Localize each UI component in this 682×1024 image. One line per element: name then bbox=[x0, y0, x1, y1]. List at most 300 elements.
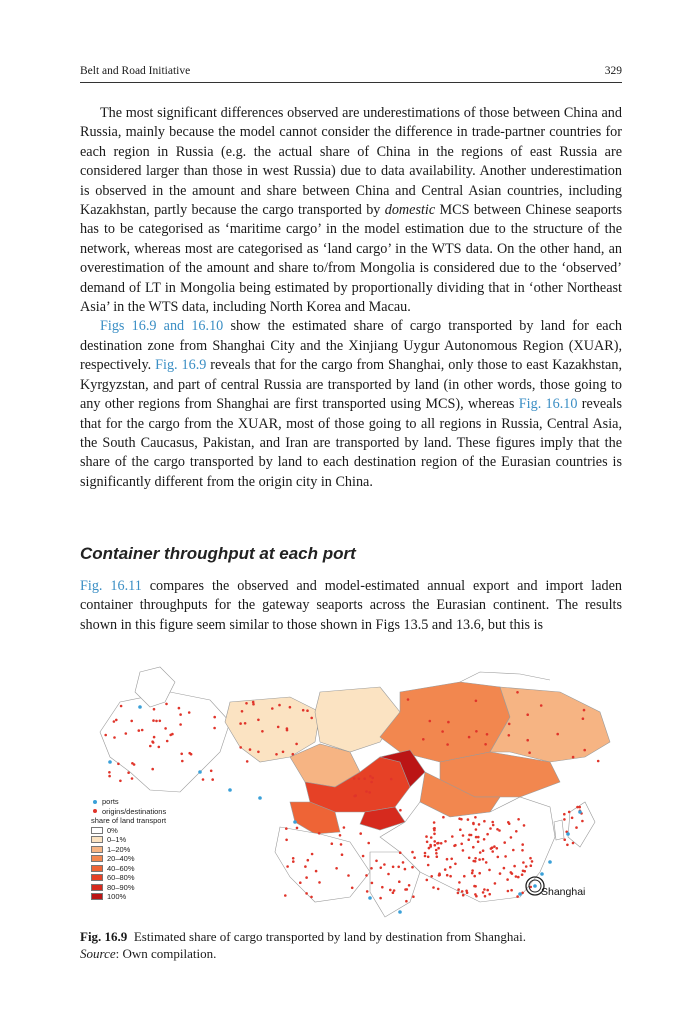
legend-ports-label: ports bbox=[102, 797, 119, 807]
origin-dot bbox=[488, 869, 491, 872]
figure-ref-link[interactable]: Figs 16.9 and 16.10 bbox=[100, 318, 224, 335]
origin-dot bbox=[307, 859, 310, 862]
origin-dot bbox=[282, 751, 285, 754]
origin-dot bbox=[366, 890, 369, 893]
origin-dot bbox=[405, 900, 408, 903]
origin-dot bbox=[433, 821, 436, 824]
figure-ref-link[interactable]: Fig. 16.10 bbox=[518, 396, 578, 413]
origin-dot bbox=[451, 835, 454, 838]
origin-dot bbox=[447, 721, 450, 724]
origin-dot bbox=[461, 890, 464, 893]
origin-dot bbox=[351, 887, 354, 890]
origin-dot bbox=[506, 878, 509, 881]
origin-dot bbox=[510, 836, 513, 839]
legend-class-row bbox=[91, 826, 166, 836]
origin-dot bbox=[510, 889, 513, 892]
legend-class-row bbox=[91, 873, 166, 883]
origin-dot bbox=[210, 770, 213, 773]
origin-dot bbox=[493, 845, 496, 848]
origin-dot bbox=[472, 846, 475, 849]
origin-dot bbox=[483, 820, 486, 823]
origin-dot bbox=[489, 827, 492, 830]
origin-dot bbox=[343, 826, 346, 829]
origin-dot bbox=[571, 817, 574, 820]
origin-dot bbox=[496, 847, 499, 850]
origin-dot bbox=[292, 860, 295, 863]
origin-dot bbox=[151, 740, 154, 743]
origin-dot bbox=[494, 882, 497, 885]
origin-dot bbox=[424, 855, 427, 858]
legend-class-row bbox=[91, 864, 166, 874]
origin-dot bbox=[525, 865, 528, 868]
origin-dot bbox=[286, 865, 289, 868]
origin-dot bbox=[407, 698, 410, 701]
region-korea bbox=[554, 820, 564, 840]
origin-dot bbox=[508, 734, 511, 737]
origin-dot bbox=[275, 753, 278, 756]
running-head bbox=[80, 64, 622, 83]
origin-dot bbox=[239, 722, 242, 725]
legend-class-label: 60–80% bbox=[107, 873, 135, 883]
origin-dot bbox=[358, 777, 361, 780]
origin-dot bbox=[383, 863, 386, 866]
origin-dot bbox=[475, 836, 478, 839]
origin-dot bbox=[499, 872, 502, 875]
origin-dot bbox=[463, 875, 466, 878]
origin-dot bbox=[362, 855, 365, 858]
origin-dot bbox=[393, 889, 396, 892]
origin-dot bbox=[471, 869, 474, 872]
caption-label: Fig. 16.9 bbox=[80, 929, 128, 944]
origin-dot bbox=[472, 823, 475, 826]
origin-dot bbox=[284, 894, 287, 897]
origin-dot bbox=[370, 867, 373, 870]
origin-dot bbox=[295, 743, 298, 746]
running-title: Belt and Road Initiative bbox=[80, 65, 191, 77]
origin-dot bbox=[165, 703, 168, 706]
origin-dot bbox=[108, 771, 111, 774]
origin-dot bbox=[246, 760, 249, 763]
origin-dot bbox=[188, 752, 191, 755]
origin-dot bbox=[411, 851, 414, 854]
origin-dot bbox=[159, 720, 162, 723]
origin-dot bbox=[529, 857, 532, 860]
legend-class-label: 100% bbox=[107, 892, 127, 902]
origin-dot bbox=[474, 857, 477, 860]
origin-dot bbox=[583, 749, 586, 752]
origin-dot bbox=[131, 777, 134, 780]
origin-dot bbox=[517, 818, 520, 821]
origin-dot bbox=[576, 806, 579, 809]
origin-dot bbox=[446, 874, 449, 877]
origin-dot bbox=[468, 857, 471, 860]
paragraph-1-text: The most significant differences observed are underestimations of those between China and Russia, mainly because the model cannot consider the difference in trade-partner countries for each region in Russia (e.g. the actual share of China in the regions of east Russia are considered larger than those in west Russia) due to data availability. Another underestimation is observed in the amount and share between China and Central Asian countries, including Kazakhstan, partly because the cargo transported by bbox=[80, 105, 622, 219]
origin-dot bbox=[492, 824, 495, 827]
origin-dot bbox=[353, 795, 356, 798]
caption-text: Estimated share of cargo transported by land by destination from Shanghai. bbox=[133, 929, 527, 944]
origin-dot bbox=[375, 860, 378, 863]
origin-dot bbox=[188, 711, 191, 714]
origin-dot bbox=[568, 811, 571, 814]
origin-dot bbox=[515, 830, 518, 833]
origin-dot bbox=[399, 809, 402, 812]
origin-dot bbox=[486, 889, 489, 892]
origin-dot bbox=[117, 763, 120, 766]
origin-dot bbox=[164, 727, 167, 730]
origin-dot bbox=[498, 829, 501, 832]
origin-dot bbox=[127, 771, 130, 774]
origin-dot bbox=[389, 889, 392, 892]
legend-class-label: 20–40% bbox=[107, 854, 135, 864]
origin-dot bbox=[482, 849, 485, 852]
origin-dot bbox=[151, 768, 154, 771]
origin-dot bbox=[429, 844, 432, 847]
origin-dot bbox=[104, 734, 107, 737]
body-text bbox=[80, 104, 622, 492]
origin-dot bbox=[442, 816, 445, 819]
origin-dot bbox=[371, 882, 374, 885]
port-dot bbox=[108, 760, 112, 764]
origin-dot bbox=[435, 852, 438, 855]
origin-dot bbox=[488, 893, 491, 896]
paragraph-1 bbox=[80, 104, 622, 317]
origin-dot bbox=[380, 866, 383, 869]
origin-dot bbox=[483, 888, 486, 891]
origin-dot bbox=[450, 858, 453, 861]
origin-dot bbox=[244, 722, 247, 725]
origin-dot bbox=[512, 849, 515, 852]
origin-dot bbox=[460, 843, 463, 846]
origin-dot bbox=[556, 733, 559, 736]
origin-dot bbox=[427, 856, 430, 859]
origin-dot bbox=[141, 729, 144, 732]
origin-dot bbox=[353, 777, 356, 780]
origin-dot bbox=[472, 860, 475, 863]
origin-dot bbox=[444, 868, 447, 871]
origin-dot bbox=[484, 743, 487, 746]
origin-dot bbox=[404, 868, 407, 871]
legend-classes bbox=[91, 826, 166, 902]
origin-dot bbox=[179, 713, 182, 716]
legend-class-label: 1–20% bbox=[107, 844, 131, 854]
origin-dot bbox=[441, 730, 444, 733]
origin-dot bbox=[292, 857, 295, 860]
origin-dot bbox=[427, 864, 430, 867]
origin-dot bbox=[462, 894, 465, 897]
origin-dot bbox=[503, 841, 506, 844]
legend-swatch bbox=[91, 893, 103, 900]
origin-dot bbox=[302, 709, 305, 712]
origin-dot bbox=[390, 778, 393, 781]
legend-share-title-label: share of land transport bbox=[91, 816, 167, 826]
origin-dot bbox=[339, 834, 342, 837]
origin-dot bbox=[516, 895, 519, 898]
origin-dot bbox=[155, 720, 158, 723]
origin-dot bbox=[113, 720, 116, 723]
legend-swatch bbox=[91, 836, 103, 843]
origin-dot bbox=[530, 864, 533, 867]
origin-dot bbox=[497, 856, 500, 859]
legend-class-label: 40–60% bbox=[107, 863, 135, 873]
origin-dot bbox=[583, 709, 586, 712]
legend-class-label: 0% bbox=[107, 825, 118, 835]
figure-map bbox=[80, 662, 622, 922]
origin-dot bbox=[597, 760, 600, 763]
origin-dot bbox=[437, 888, 440, 891]
legend-class-row bbox=[91, 845, 166, 855]
origin-dot bbox=[166, 740, 169, 743]
origin-dot bbox=[470, 834, 473, 837]
origin-dot bbox=[292, 753, 295, 756]
origin-dot bbox=[202, 778, 205, 781]
legend-origins-label: origins/destinations bbox=[102, 806, 167, 816]
origin-dot bbox=[454, 844, 457, 847]
origin-dot bbox=[426, 879, 429, 882]
origin-dot bbox=[249, 748, 252, 751]
legend-class-label: 0–1% bbox=[107, 835, 127, 845]
origin-dot bbox=[515, 875, 518, 878]
origin-dot bbox=[468, 736, 471, 739]
origin-dot bbox=[486, 833, 489, 836]
origin-dot bbox=[402, 861, 405, 864]
origin-dot bbox=[465, 890, 468, 893]
origin-dot bbox=[299, 881, 302, 884]
origin-dot bbox=[153, 736, 156, 739]
origin-dot bbox=[422, 738, 425, 741]
caption-source-label: Source bbox=[80, 946, 116, 961]
origin-dot bbox=[484, 895, 487, 898]
origin-dot bbox=[467, 838, 470, 841]
legend-ports-row bbox=[91, 797, 166, 807]
origin-dot bbox=[371, 777, 374, 780]
origin-dot bbox=[430, 875, 433, 878]
origin-dot bbox=[507, 890, 510, 893]
origin-dot bbox=[482, 891, 485, 894]
origin-dot bbox=[513, 865, 516, 868]
origin-dot bbox=[392, 891, 395, 894]
port-dot bbox=[228, 788, 232, 792]
origin-dot bbox=[335, 867, 338, 870]
origin-dot bbox=[572, 756, 575, 759]
origin-dot bbox=[510, 871, 513, 874]
origin-dot bbox=[178, 707, 181, 710]
legend-swatch bbox=[91, 874, 103, 881]
origin-dot bbox=[516, 691, 519, 694]
origin-dot bbox=[341, 853, 344, 856]
port-dot bbox=[548, 860, 552, 864]
legend-class-row bbox=[91, 854, 166, 864]
origin-dot bbox=[131, 762, 134, 765]
origin-dot bbox=[454, 863, 457, 866]
legend-share-title bbox=[91, 816, 166, 826]
origin-dot bbox=[436, 842, 439, 845]
origin-dot bbox=[113, 736, 116, 739]
origin-dot bbox=[563, 813, 566, 816]
origin-dot bbox=[449, 875, 452, 878]
origin-dot bbox=[381, 886, 384, 889]
port-dot bbox=[518, 892, 522, 896]
origin-dot bbox=[311, 853, 314, 856]
origin-dot bbox=[462, 834, 465, 837]
origin-dot bbox=[296, 827, 299, 830]
origin-dot bbox=[460, 818, 463, 821]
figure-caption bbox=[80, 928, 622, 962]
origin-dot bbox=[438, 872, 441, 875]
origin-dot bbox=[257, 719, 260, 722]
paragraph-3-text: compares the observed and model-estimated annual export and import laden container throughputs for the gateway seaports across the Eurasian continent. The results shown in this figure seem similar to those shown in Figs 13.5 and 13.6, but this is bbox=[80, 578, 623, 633]
origin-dot bbox=[508, 822, 511, 825]
origin-dot bbox=[152, 719, 155, 722]
origin-dot bbox=[125, 732, 128, 735]
origin-dot bbox=[508, 723, 511, 726]
origin-dot bbox=[278, 704, 281, 707]
legend-swatch bbox=[91, 884, 103, 891]
origin-dot bbox=[367, 842, 370, 845]
origin-dot bbox=[120, 705, 123, 708]
origin-dot bbox=[179, 723, 182, 726]
origin-dot bbox=[363, 777, 366, 780]
origin-dot bbox=[475, 700, 478, 703]
origin-dot bbox=[130, 720, 133, 723]
origin-dot bbox=[563, 838, 566, 841]
page-number: 329 bbox=[604, 65, 622, 77]
origin-dot bbox=[521, 843, 524, 846]
origin-dot bbox=[563, 818, 566, 821]
origin-dot bbox=[306, 709, 309, 712]
origin-dot bbox=[517, 876, 520, 879]
origin-dot bbox=[440, 842, 443, 845]
origin-dot bbox=[318, 832, 321, 835]
origin-dot bbox=[408, 884, 411, 887]
origin-dot bbox=[365, 874, 368, 877]
legend-swatch bbox=[91, 855, 103, 862]
port-dot bbox=[398, 910, 402, 914]
legend-class-row bbox=[91, 835, 166, 845]
ports-dot-icon bbox=[93, 800, 97, 804]
legend-class-row bbox=[91, 892, 166, 902]
port-dot bbox=[540, 872, 544, 876]
origin-dot bbox=[180, 753, 183, 756]
origin-dot bbox=[115, 719, 118, 722]
origin-dot bbox=[413, 856, 416, 859]
legend-swatch bbox=[91, 827, 103, 834]
origin-dot bbox=[473, 875, 476, 878]
origin-dot bbox=[474, 885, 477, 888]
origin-dot bbox=[482, 858, 485, 861]
origin-dot bbox=[412, 895, 415, 898]
origin-dot bbox=[526, 713, 529, 716]
legend-swatch bbox=[91, 865, 103, 872]
origin-dot bbox=[398, 880, 401, 883]
figure-ref-link[interactable]: Fig. 16.11 bbox=[80, 578, 142, 594]
origin-dot bbox=[429, 720, 432, 723]
origin-dot bbox=[239, 746, 242, 749]
origin-dot bbox=[446, 743, 449, 746]
figure-ref-link[interactable]: Fig. 16.9 bbox=[155, 357, 207, 374]
origin-dot bbox=[477, 840, 480, 843]
origin-dot bbox=[566, 844, 569, 847]
origin-dot bbox=[387, 873, 390, 876]
origin-dot bbox=[425, 835, 428, 838]
origin-dot bbox=[340, 843, 343, 846]
paragraph-2-text-3: reveals that for the cargo from the XUAR, most of those going to all regions in Russia, Central Asia, the South Caucasus, Pakistan, and Iran are transported by land. These figures imply that the share of the cargo transported by land to each destination region of the Eurasian countries is significantly different from the origin city in China. bbox=[80, 396, 622, 490]
origin-dot bbox=[149, 745, 152, 748]
origin-dot bbox=[424, 852, 427, 855]
origin-dot bbox=[528, 751, 531, 754]
origin-dot bbox=[475, 895, 478, 898]
port-dot bbox=[578, 810, 582, 814]
origin-dot bbox=[474, 816, 477, 819]
origin-dot bbox=[399, 851, 402, 854]
origin-dot bbox=[436, 855, 439, 858]
origin-dot bbox=[158, 746, 161, 749]
origin-dot bbox=[575, 826, 578, 829]
origin-dot bbox=[434, 844, 437, 847]
origin-dot bbox=[181, 760, 184, 763]
origin-dot bbox=[540, 704, 543, 707]
origin-dot bbox=[286, 729, 289, 732]
origin-dot bbox=[211, 778, 214, 781]
origin-dot bbox=[478, 872, 481, 875]
origin-dot bbox=[435, 849, 438, 852]
port-dot bbox=[138, 705, 142, 709]
origin-dot bbox=[119, 780, 122, 783]
origin-dot bbox=[241, 710, 244, 713]
origin-dot bbox=[491, 821, 494, 824]
origin-dot bbox=[523, 824, 526, 827]
origin-dot bbox=[462, 849, 465, 852]
origin-dot bbox=[285, 827, 288, 830]
paragraph-1-emphasis: domestic bbox=[384, 202, 436, 219]
origin-dot bbox=[397, 866, 400, 869]
paragraph-2 bbox=[80, 317, 622, 492]
origin-dot bbox=[153, 708, 156, 711]
origin-dot bbox=[171, 733, 174, 736]
origin-dot bbox=[485, 861, 488, 864]
port-dot bbox=[293, 820, 297, 824]
origin-dot bbox=[411, 866, 414, 869]
origin-dot bbox=[271, 707, 274, 710]
origin-dot bbox=[437, 847, 440, 850]
legend-class-row bbox=[91, 883, 166, 893]
origin-dot bbox=[310, 896, 313, 899]
port-dot bbox=[258, 796, 262, 800]
origin-dot bbox=[108, 775, 111, 778]
origin-dot bbox=[305, 876, 308, 879]
origin-dot bbox=[433, 833, 436, 836]
origin-dot bbox=[483, 838, 486, 841]
origin-dot bbox=[315, 870, 318, 873]
origin-dot bbox=[491, 846, 494, 849]
legend-class-label: 80–90% bbox=[107, 882, 135, 892]
port-dot bbox=[198, 770, 202, 774]
origin-dot bbox=[369, 775, 372, 778]
origin-dot bbox=[503, 867, 506, 870]
origins-dot-icon bbox=[93, 809, 97, 813]
origin-dot bbox=[582, 717, 585, 720]
origin-dot bbox=[304, 865, 307, 868]
section-heading: Container throughput at each port bbox=[80, 544, 356, 563]
origin-dot bbox=[479, 851, 482, 854]
origin-dot bbox=[433, 840, 436, 843]
caption-source-text: : Own compilation. bbox=[115, 946, 217, 961]
body-text-2 bbox=[80, 577, 622, 635]
origin-dot bbox=[491, 850, 494, 853]
origin-dot bbox=[444, 840, 447, 843]
origin-dot bbox=[467, 818, 470, 821]
origin-dot bbox=[359, 832, 362, 835]
origin-dot bbox=[572, 842, 575, 845]
